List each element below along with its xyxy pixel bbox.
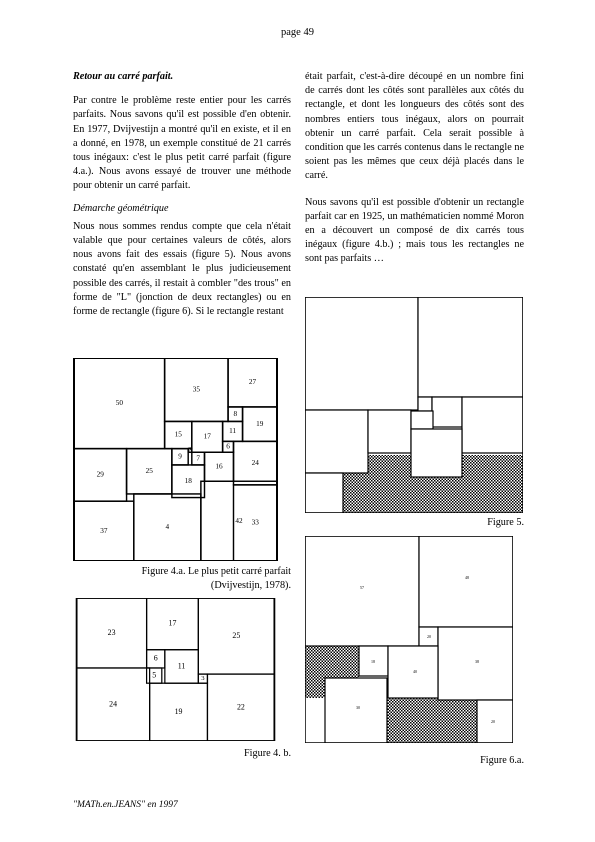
square-label: 11 xyxy=(177,661,186,671)
square-label: 40 xyxy=(413,668,417,674)
square-label: 7 xyxy=(196,454,200,463)
square-label: 35 xyxy=(192,385,200,394)
square-label: 18 xyxy=(371,658,375,664)
hatched-gap xyxy=(387,698,477,743)
square-label: 9 xyxy=(178,452,182,461)
square-label: 17 xyxy=(203,432,211,441)
hatched-gap xyxy=(305,646,359,678)
figure-4a-caption xyxy=(73,565,291,593)
square-label: 25 xyxy=(145,466,153,475)
square-label: 24 xyxy=(251,458,259,467)
figure-4b-caption: Figure 4. b. xyxy=(244,748,291,759)
paragraph: était parfait, c'est-à-dire découpé en un nombre fini de carrés dont les côtés sont parallèles aux côtés du rectangle, et dont les longueurs des côtés sont des nombres entiers tous inégaux, alors on pourrait obtenir un carré parfait. Cela serait possible à condition que les carrés contenus dans le rectangle ne soient pas les mêmes que ceux déjà placés dans le carré. xyxy=(305,71,524,182)
figure-4a-perfect-square xyxy=(73,358,278,561)
footer: "MATh.en.JEANS" en 1997 xyxy=(73,800,178,810)
square-label: 3 xyxy=(201,675,205,683)
square-label: 37 xyxy=(100,526,108,535)
square-label: 42 xyxy=(235,516,243,525)
figure-5-square-attempt xyxy=(305,297,523,513)
square-label: 20 xyxy=(491,718,495,724)
square-label: 17 xyxy=(168,618,177,628)
square-label: 18 xyxy=(184,476,192,485)
page-number: page 49 xyxy=(281,27,314,38)
square-label: 19 xyxy=(174,706,183,716)
square-label: 15 xyxy=(174,430,182,439)
paragraph: Par contre le problème reste entier pour les carrés parfaits. Nous savons qu'il est possible d'en obtenir. En 1977, Dvijvestijn a montré qu'il en existe, et il en a donné, en 1978, un exemple constitué de 21 carrés tous inégaux: c'est le plus petit carré parfait (figure 4.a.). Nous avons essayé de trouver une méthode pour obtenir un carré parfait. xyxy=(73,95,291,192)
square-label: 20 xyxy=(427,633,431,639)
square-label: 19 xyxy=(256,419,264,428)
square-label: 27 xyxy=(248,378,257,387)
square-label: 22 xyxy=(236,702,245,712)
square-label: 16 xyxy=(215,462,223,471)
paragraph: Nous savons qu'il est possible d'obtenir un rectangle parfait car en 1925, un mathématicien nommé Moron en a découvert un composé de dix carrés tous inégaux (figure 4.b.) ; mais tous les rectangles ne sont pas parfaits … xyxy=(305,196,524,265)
square-label: 11 xyxy=(229,427,237,436)
figure-4b-perfect-rectangle xyxy=(73,598,278,741)
square-label: 33 xyxy=(251,518,259,527)
square-label: 25 xyxy=(232,630,241,640)
figure-6a-caption: Figure 6.a. xyxy=(480,755,524,766)
square-label: 6 xyxy=(153,653,158,663)
right-column xyxy=(305,70,524,267)
left-column xyxy=(73,70,291,319)
square-label: 2 xyxy=(188,446,192,455)
section-heading: Retour au carré parfait. xyxy=(73,71,174,82)
square-label: 48 xyxy=(465,574,469,580)
square-label: 57 xyxy=(360,584,364,590)
square-label: 23 xyxy=(107,627,116,637)
hatched-gap xyxy=(305,678,325,698)
caption-line: (Dvijvestijn, 1978). xyxy=(210,580,291,591)
square-label: 4 xyxy=(165,523,170,532)
paragraph: Nous nous sommes rendus compte que cela n'était valable que pour certaines valeurs de côtés, alors nous avons fait des essais (figure 5). Nous avons constaté qu'en assemblant le plus judicieusement possible des carrés, il restait à combler "des trous" en forme de "L" (jonction de deux rectangles) ou en forme de rectangle (figure 6). Si le rectangle restant xyxy=(73,220,291,318)
figure-6a-square-with-gaps xyxy=(305,536,513,743)
figure-5-caption: Figure 5. xyxy=(487,517,524,528)
subheading: Démarche géométrique xyxy=(73,202,169,214)
caption-line: Figure 4.a. Le plus petit carré parfait xyxy=(141,566,291,577)
square-label: 50 xyxy=(115,398,123,407)
square-label: 38 xyxy=(475,658,479,664)
square-label: 5 xyxy=(152,670,157,680)
square-label: 6 xyxy=(226,442,230,451)
square-label: 24 xyxy=(109,699,118,709)
square-label: 29 xyxy=(96,470,104,479)
square-label: 30 xyxy=(356,704,360,710)
square-label: 8 xyxy=(233,409,238,418)
